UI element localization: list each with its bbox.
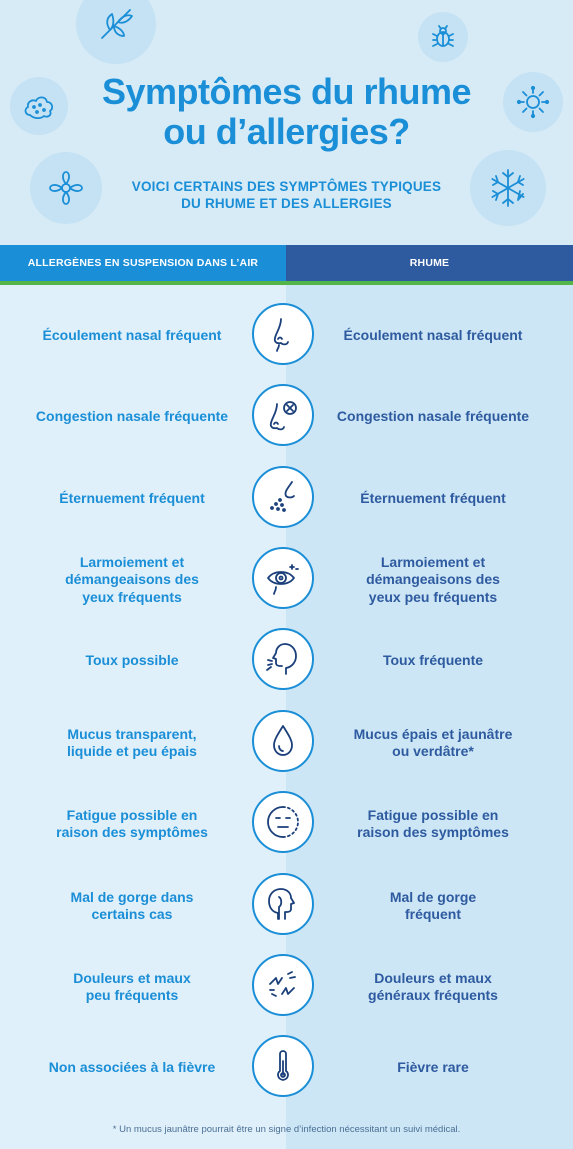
symptom-row <box>0 1038 573 1098</box>
symptom-row <box>0 957 573 1017</box>
cold-symptom: Fièvre rare <box>397 1059 469 1076</box>
subtitle-line-1: VOICI CERTAINS DES SYMPTÔMES TYPIQUES <box>131 179 442 194</box>
cold-symptom: Douleurs et maux généraux fréquents <box>368 969 498 1003</box>
cold-symptom: Larmoiement et démangeaisons des yeux peu fréquents <box>366 553 500 605</box>
cold-symptom: Mucus épais et jaunâtre ou verdâtre* <box>353 725 513 759</box>
symptom-row <box>0 550 573 610</box>
bug-icon <box>418 12 468 62</box>
subtitle-line-2: DU RHUME ET DES ALLERGIES <box>181 196 392 211</box>
cold-symptom: Fatigue possible en raison des symptômes <box>357 806 509 840</box>
allergy-symptom: Mucus transparent, liquide et peu épais <box>67 725 197 759</box>
allergy-symptom: Douleurs et maux peu fréquents <box>73 969 191 1003</box>
subtitle <box>0 178 573 212</box>
allergy-symptom: Fatigue possible en raison des symptômes <box>56 806 208 840</box>
symptom-row <box>0 631 573 691</box>
title-line-1: Symptômes du rhume <box>101 71 472 112</box>
allergy-symptom: Larmoiement et démangeaisons des yeux fréquents <box>65 553 199 605</box>
allergy-column-header: ALLERGÈNES EN SUSPENSION DANS L’AIR <box>0 245 286 281</box>
footnote: * Un mucus jaunâtre pourrait être un signe d’infection nécessitant un suivi médical. <box>112 1124 461 1135</box>
sore-throat-icon <box>252 873 314 935</box>
symptom-row <box>0 876 573 936</box>
thermometer-icon <box>252 1035 314 1097</box>
blocked-nose-icon <box>252 384 314 446</box>
symptom-row <box>0 306 573 366</box>
allergy-symptom: Congestion nasale fréquente <box>35 408 229 425</box>
cold-symptom: Éternuement fréquent <box>360 490 506 507</box>
cold-column-header: RHUME <box>286 245 573 281</box>
allergy-symptom: Non associées à la fièvre <box>48 1059 216 1076</box>
leaves-icon <box>76 0 156 64</box>
allergy-symptom: Écoulement nasal fréquent <box>42 327 222 344</box>
cough-icon <box>252 628 314 690</box>
cold-symptom: Toux fréquente <box>382 652 484 669</box>
cold-symptom: Congestion nasale fréquente <box>336 408 530 425</box>
cold-symptom: Écoulement nasal fréquent <box>343 327 523 344</box>
allergy-symptom: Toux possible <box>85 652 179 669</box>
body-aches-icon <box>252 954 314 1016</box>
title-line-2: ou d’allergies? <box>163 111 410 152</box>
tired-face-icon <box>252 791 314 853</box>
page-title <box>0 72 573 152</box>
symptom-row <box>0 713 573 773</box>
cold-symptom: Mal de gorge fréquent <box>389 888 477 922</box>
allergy-symptom: Éternuement fréquent <box>59 490 205 507</box>
itchy-eye-icon <box>252 547 314 609</box>
symptom-row <box>0 794 573 854</box>
mucus-drop-icon <box>252 710 314 772</box>
sneeze-icon <box>252 466 314 528</box>
column-headers <box>0 245 573 281</box>
allergy-symptom: Mal de gorge dans certains cas <box>70 888 194 922</box>
runny-nose-icon <box>252 303 314 365</box>
symptom-row <box>0 469 573 529</box>
header <box>0 0 573 245</box>
symptom-row <box>0 387 573 447</box>
